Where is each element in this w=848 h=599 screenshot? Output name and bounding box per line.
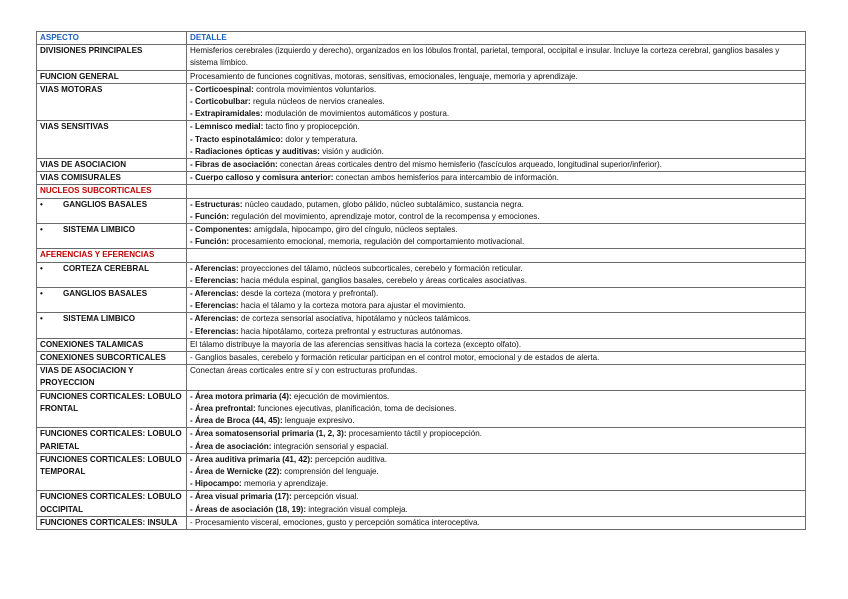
aspect-label: FUNCIONES CORTICALES: LOBULO TEMPORAL: [40, 454, 182, 476]
detail-cell: [187, 516, 806, 529]
aspect-cell: [37, 83, 187, 121]
aspect-cell: [37, 352, 187, 365]
detail-cell: [187, 172, 806, 185]
detail-line: [190, 172, 802, 184]
detail-text: integración sensorial y espacial.: [271, 441, 389, 451]
section-heading: AFERENCIAS Y EFERENCIAS: [37, 249, 187, 262]
detail-text: ejecución de movimientos.: [291, 391, 390, 401]
detail-term: - Aferencias:: [190, 289, 239, 299]
aspect-cell: [37, 121, 187, 159]
table-row: [37, 159, 806, 172]
aspect-label: VIAS DE ASOCIACION: [40, 160, 127, 170]
aspect-cell: [37, 224, 187, 249]
detail-term: - Área de asociación:: [190, 441, 272, 451]
table-row: [37, 172, 806, 185]
detail-term: - Radiaciones ópticas y auditivas:: [190, 146, 320, 156]
detail-text: visión y audición.: [320, 146, 384, 156]
table-row: [37, 428, 806, 453]
table-row: [37, 224, 806, 249]
detail-line: [190, 224, 802, 236]
detail-term: - Lemnisco medial:: [190, 122, 264, 132]
detail-cell: [187, 262, 806, 287]
detail-text: de corteza sensorial asociativa, hipotálamo y núcleos talámicos.: [238, 314, 471, 324]
detail-text: dolor y temperatura.: [283, 134, 358, 144]
detail-line: [190, 415, 802, 427]
section-row: [37, 249, 806, 262]
detail-term: - Área de Broca (44, 45):: [190, 416, 283, 426]
detail-term: - Extrapiramidales:: [190, 109, 263, 119]
aspect-label: FUNCIONES CORTICALES: LOBULO OCCIPITAL: [40, 492, 182, 514]
aspect-cell: [37, 390, 187, 428]
table-row: [37, 390, 806, 428]
table-row: [37, 83, 806, 121]
detail-line: [190, 199, 802, 211]
aspect-cell: [37, 338, 187, 351]
detail-term: - Área visual primaria (17):: [190, 492, 292, 502]
detail-text: hacia hipotálamo, corteza prefrontal y estructuras autónomas.: [238, 326, 463, 336]
detail-cell: [187, 338, 806, 351]
detail-text: funciones ejecutivas, planificación, toma de decisiones.: [255, 403, 457, 413]
detail-term: - Función:: [190, 211, 230, 221]
detail-text: regula núcleos de nervios craneales.: [250, 97, 385, 107]
detail-line: - Ganglios basales, cerebelo y formación reticular participan en el control motor, emocional y de estados de alerta.: [190, 353, 600, 363]
table-row: [37, 338, 806, 351]
detail-term: - Área auditiva primaria (41, 42):: [190, 454, 313, 464]
detail-cell: [187, 491, 806, 516]
detail-line: [190, 326, 802, 338]
detail-term: - Corticoespinal:: [190, 84, 254, 94]
detail-line: [190, 263, 802, 275]
table-row: [37, 453, 806, 491]
detail-cell: [187, 352, 806, 365]
detail-line: [190, 391, 802, 403]
detail-text: amígdala, hipocampo, giro del cíngulo, núcleos septales.: [251, 225, 458, 235]
detail-term: - Corticobulbar:: [190, 97, 251, 107]
table-row: [37, 491, 806, 516]
detail-text: conectan ambos hemisferios para intercambio de información.: [333, 173, 559, 183]
table-header-row: [37, 32, 806, 45]
aspect-label: GANGLIOS BASALES: [63, 289, 148, 299]
bullet-icon: •: [40, 263, 43, 273]
detail-term: - Áreas de asociación (18, 19):: [190, 504, 307, 514]
aspect-cell: [37, 428, 187, 453]
detail-text: procesamiento emocional, memoria, regulación del comportamiento motivacional.: [229, 237, 525, 247]
detail-cell: [187, 453, 806, 491]
detail-term: - Área prefrontal:: [190, 403, 256, 413]
detail-line: [190, 441, 802, 453]
detail-term: - Cuerpo calloso y comisura anterior:: [190, 173, 334, 183]
detail-cell: [187, 198, 806, 223]
header-detalle: DETALLE: [187, 32, 806, 45]
detail-text: percepción auditiva.: [312, 454, 388, 464]
detail-line: Hemisferios cerebrales (izquierdo y derecho), organizados en los lóbulos frontal, parietal, temporal, occipital e insular. Incluye la corteza cerebral, ganglios basales y sistema límbico.: [190, 46, 780, 68]
section-row: [37, 185, 806, 198]
detail-text: memoria y aprendizaje.: [241, 479, 329, 489]
table-row: [37, 516, 806, 529]
aspect-label: FUNCIONES CORTICALES: LOBULO PARIETAL: [40, 429, 182, 451]
detail-line: [190, 134, 802, 146]
table-row: [37, 45, 806, 70]
detail-term: - Eferencias:: [190, 326, 239, 336]
detail-term: - Aferencias:: [190, 263, 239, 273]
aspect-cell: [37, 453, 187, 491]
detail-cell: [187, 428, 806, 453]
aspect-label: DIVISIONES PRINCIPALES: [40, 46, 143, 56]
section-heading: NUCLEOS SUBCORTICALES: [37, 185, 187, 198]
bullet-icon: •: [40, 289, 43, 299]
aspect-label: FUNCIONES CORTICALES: LOBULO FRONTAL: [40, 391, 182, 413]
detail-cell: [187, 70, 806, 83]
detail-cell: [187, 83, 806, 121]
detail-line: [190, 504, 802, 516]
detail-line: - Procesamiento visceral, emociones, gusto y percepción somática interoceptiva.: [190, 517, 480, 527]
detail-term: - Eferencias:: [190, 301, 239, 311]
detail-cell: [187, 121, 806, 159]
aspect-cell: [37, 198, 187, 223]
detail-line: [190, 403, 802, 415]
detail-text: percepción visual.: [291, 492, 359, 502]
table-body: [37, 32, 806, 530]
aspect-label: SISTEMA LIMBICO: [63, 314, 136, 324]
table-row: [37, 198, 806, 223]
table-row: [37, 70, 806, 83]
detail-line: [190, 108, 802, 120]
aspect-cell: [37, 70, 187, 83]
detail-line: [190, 211, 802, 223]
detail-line: [190, 288, 802, 300]
detail-line: [190, 96, 802, 108]
detail-line: El tálamo distribuye la mayoría de las aferencias sensitivas hacia la corteza (excepto olfato).: [190, 339, 522, 349]
aspect-label: VIAS COMISURALES: [40, 173, 121, 183]
table-row: [37, 365, 806, 390]
detail-line: [190, 146, 802, 158]
detail-line: Conectan áreas corticales entre sí y con estructuras profundas.: [190, 366, 418, 376]
aspect-cell: [37, 288, 187, 313]
table-row: [37, 352, 806, 365]
detail-text: tacto fino y propiocepción.: [263, 122, 360, 132]
aspect-label: VIAS MOTORAS: [40, 84, 103, 94]
aspect-cell: [37, 45, 187, 70]
detail-text: comprensión del lenguaje.: [282, 466, 379, 476]
detail-text: modulación de movimientos automáticos y postura.: [262, 109, 450, 119]
detail-line: [190, 121, 802, 133]
detail-line: [190, 428, 802, 440]
detail-cell: [187, 390, 806, 428]
detail-term: - Estructuras:: [190, 199, 243, 209]
detail-text: núcleo caudado, putamen, globo pálido, núcleo subtalámico, sustancia negra.: [242, 199, 524, 209]
aspect-cell: [37, 159, 187, 172]
bullet-icon: •: [40, 314, 43, 324]
detail-line: [190, 159, 802, 171]
bullet-icon: •: [40, 199, 43, 209]
detail-text: controla movimientos voluntarios.: [253, 84, 377, 94]
aspect-label: GANGLIOS BASALES: [63, 199, 148, 209]
detail-text: desde la corteza (motora y prefrontal).: [238, 289, 379, 299]
detail-term: - Hipocampo:: [190, 479, 242, 489]
detail-text: lenguaje expresivo.: [282, 416, 355, 426]
aspect-label: VIAS DE ASOCIACION Y PROYECCION: [40, 366, 134, 388]
detail-line: [190, 466, 802, 478]
detail-text: integración visual compleja.: [306, 504, 408, 514]
detail-text: proyecciones del tálamo, núcleos subcorticales, cerebelo y formación reticular.: [238, 263, 523, 273]
detail-line: [190, 275, 802, 287]
detail-text: conectan áreas corticales dentro del mismo hemisferio (fascículos arqueado, longitudinal superior/inferior).: [277, 160, 662, 170]
bullet-icon: •: [40, 225, 43, 235]
aspect-label: FUNCION GENERAL: [40, 71, 119, 81]
detail-term: - Eferencias:: [190, 275, 239, 285]
aspect-cell: [37, 262, 187, 287]
detail-term: - Área somatosensorial primaria (1, 2, 3):: [190, 429, 347, 439]
detail-text: hacia el tálamo y la corteza motora para ajustar el movimiento.: [238, 301, 466, 311]
detail-cell: [187, 249, 806, 262]
aspect-cell: [37, 491, 187, 516]
aspect-label: CONEXIONES TALAMICAS: [40, 339, 144, 349]
detail-line: [190, 491, 802, 503]
detail-cell: [187, 185, 806, 198]
table-row: [37, 288, 806, 313]
aspect-label: VIAS SENSITIVAS: [40, 122, 109, 132]
aspect-label: FUNCIONES CORTICALES: INSULA: [40, 517, 178, 527]
detail-term: - Aferencias:: [190, 314, 239, 324]
detail-cell: [187, 288, 806, 313]
detail-line: [190, 300, 802, 312]
header-aspecto: ASPECTO: [37, 32, 187, 45]
detail-text: regulación del movimiento, aprendizaje motor, control de la recompensa y emociones.: [229, 211, 540, 221]
detail-term: - Área motora primaria (4):: [190, 391, 292, 401]
detail-term: - Componentes:: [190, 225, 252, 235]
aspect-cell: [37, 365, 187, 390]
detail-line: [190, 84, 802, 96]
detail-line: [190, 313, 802, 325]
aspect-label: SISTEMA LIMBICO: [63, 225, 136, 235]
detail-cell: [187, 365, 806, 390]
detail-term: - Fibras de asociación:: [190, 160, 278, 170]
detail-text: hacia médula espinal, ganglios basales, cerebelo y áreas corticales asociativas.: [238, 275, 527, 285]
table-row: [37, 121, 806, 159]
detail-text: procesamiento táctil y propiocepción.: [346, 429, 482, 439]
detail-line: Procesamiento de funciones cognitivas, motoras, sensitivas, emocionales, lenguaje, memoria y aprendizaje.: [190, 71, 578, 81]
detail-line: [190, 454, 802, 466]
content-table: [36, 31, 806, 530]
detail-cell: [187, 224, 806, 249]
table-row: [37, 262, 806, 287]
detail-term: - Área de Wernicke (22):: [190, 466, 283, 476]
aspect-label: CONEXIONES SUBCORTICALES: [40, 353, 166, 363]
detail-line: [190, 236, 802, 248]
detail-cell: [187, 159, 806, 172]
table-row: [37, 313, 806, 338]
detail-term: - Tracto espinotalámico:: [190, 134, 284, 144]
detail-cell: [187, 313, 806, 338]
detail-line: [190, 478, 802, 490]
aspect-cell: [37, 172, 187, 185]
aspect-cell: [37, 313, 187, 338]
aspect-label: CORTEZA CEREBRAL: [63, 263, 150, 273]
aspect-cell: [37, 516, 187, 529]
detail-cell: [187, 45, 806, 70]
detail-term: - Función:: [190, 237, 230, 247]
